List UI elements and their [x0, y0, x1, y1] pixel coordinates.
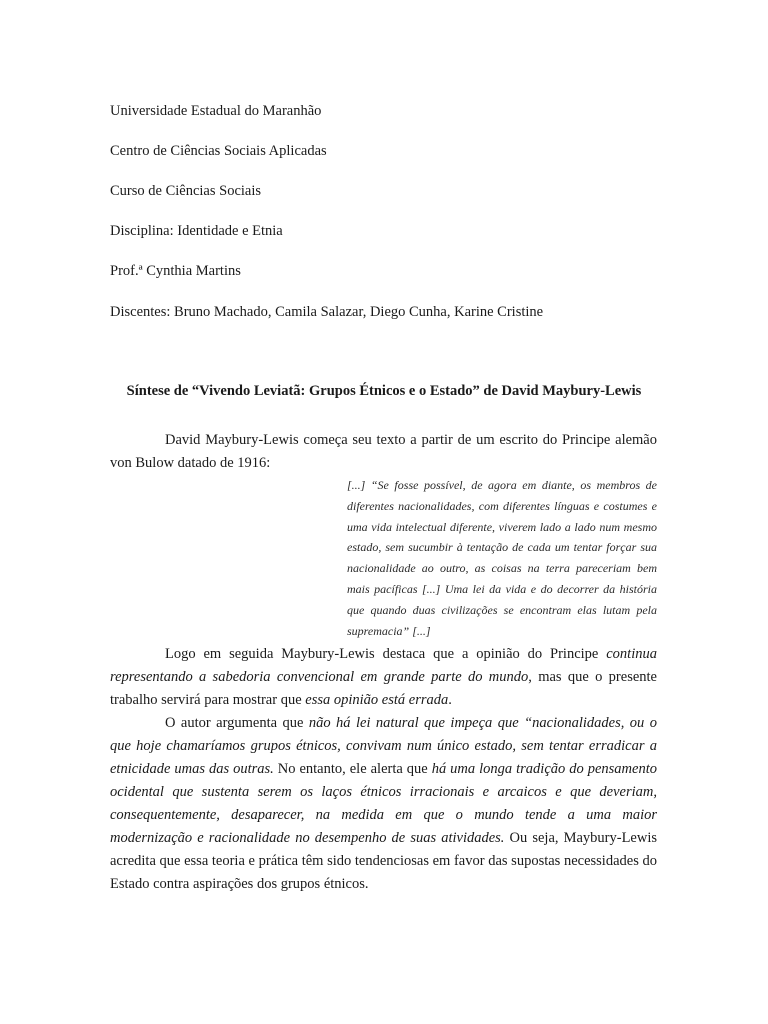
discipline-line: Disciplina: Identidade e Etnia [110, 223, 283, 239]
professor-line: Prof.ª Cynthia Martins [110, 263, 241, 279]
third-paragraph [110, 712, 657, 896]
text-run: Logo em seguida Maybury-Lewis destaca que a opinião do Principe [165, 646, 607, 662]
text-run: No entanto, ele alerta que [273, 761, 432, 777]
block-quote: [...] “Se fosse possível, de agora em diante, os membros de diferentes nacionalidades, com diferentes línguas e costumes e uma vida intelectual diferente, viverem lado a lado num mesmo estado, sem sucumbir à tentação de cada um tentar forçar sua nacionalidade ao outro, as coisas na terra pareceriam bem mais pacíficas [...] Uma lei da vida e do decorrer da história que quando duas civilizações se encontram elas lutam pela supremacia” [...] [347, 478, 657, 638]
second-paragraph [110, 643, 657, 712]
italic-run: não há lei natural que impeça que “nacionalidades, ou o que hoje chamaríamos grupos étnicos, convivam num único estado, sem tentar erradicar a etnicidade umas das outras. [110, 715, 657, 777]
text-run: . [448, 692, 452, 708]
italic-run: essa opinião está errada [305, 692, 449, 708]
center-line: Centro de Ciências Sociais Aplicadas [110, 143, 327, 159]
text-run: O autor argumenta que [165, 715, 309, 731]
students-line: Discentes: Bruno Machado, Camila Salazar, Diego Cunha, Karine Cristine [110, 304, 544, 320]
document-title: Síntese de “Vivendo Leviatã: Grupos Étnicos e o Estado” de David Maybury-Lewis [126, 383, 642, 399]
text-run: Ou seja, Maybury-Lewis acredita que essa teoria e prática têm sido tendenciosas em favor das supostas necessidades do Estado contra aspirações dos grupos étnicos. [110, 830, 658, 892]
italic-run: continua representando a sabedoria convencional em grande parte do mundo [110, 646, 657, 685]
course-line: Curso de Ciências Sociais [110, 183, 262, 199]
intro-paragraph: David Maybury-Lewis começa seu texto a partir de um escrito do Principe alemão von Bulow datado de 1916: [110, 432, 657, 471]
university-line: Universidade Estadual do Maranhão [110, 103, 322, 119]
text-run: , mas que o presente trabalho servirá para mostrar que [110, 669, 657, 708]
italic-run: há uma longa tradição do pensamento ocidental que sustenta serem os laços étnicos irracionais e arcaicos e que deveriam, consequentemente, desaparecer, na medida em que o mundo tende a uma maior modernização e racionalidade no desempenho de suas atividades. [110, 761, 657, 846]
